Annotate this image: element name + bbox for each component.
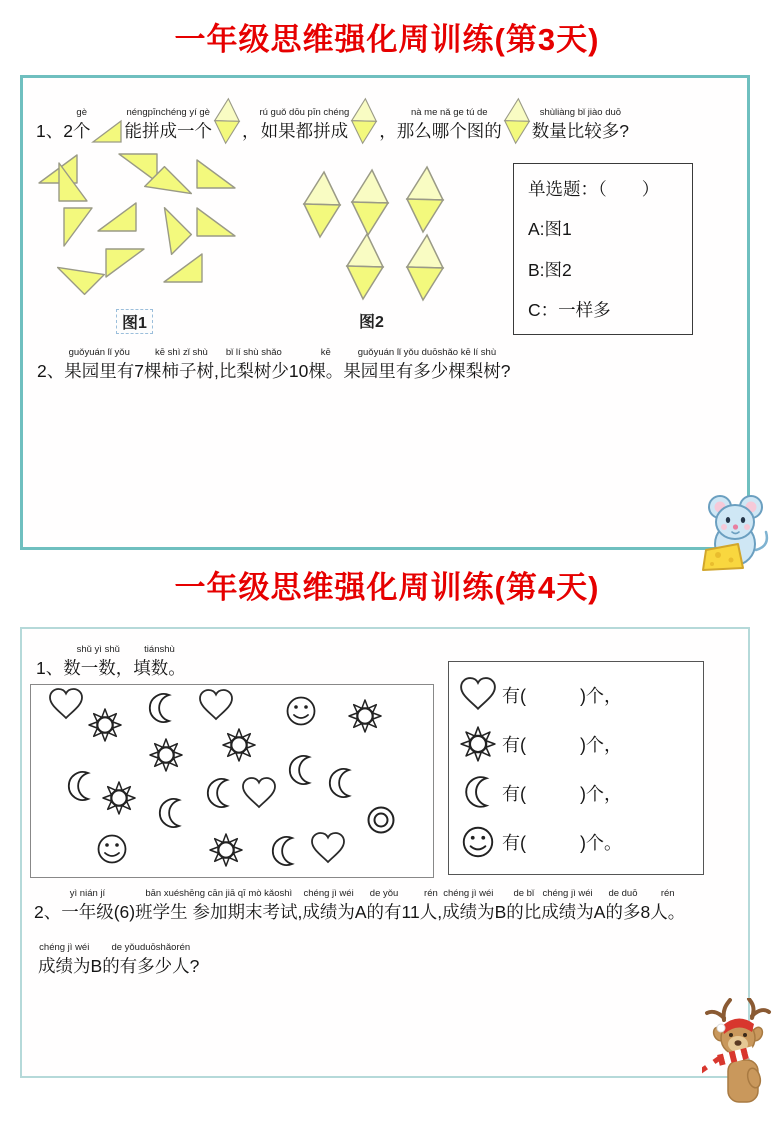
yellow-triangle (145, 208, 192, 255)
text-segment: chéng jì wéi 成绩为 (302, 888, 355, 922)
text-segment: de yǒuduōshǎorén 的有多少人? (102, 942, 200, 976)
choice-option-b: B:图2 (528, 259, 572, 280)
text-segment: 7 (134, 361, 144, 381)
day4-question1 (36, 643, 186, 681)
choice-option-a: A:图1 (528, 219, 572, 240)
count-row (459, 823, 693, 861)
yellow-triangle (64, 208, 92, 246)
text-segment: gè 个 (72, 107, 91, 141)
figure2-parallelograms (298, 166, 513, 316)
moon-shape (69, 772, 88, 800)
text-segment: tiánshù 填数。 (133, 644, 186, 678)
shapes-scatter-box (30, 684, 434, 878)
count-row (459, 774, 693, 812)
text-segment: guǒyuán lǐ yǒu 果园里有 (64, 347, 135, 381)
heart-shape (50, 689, 82, 718)
yellow-triangle (119, 154, 157, 182)
yellow-triangle (197, 208, 235, 236)
text-segment: 2、 (37, 361, 65, 381)
smiley-icon (459, 823, 497, 861)
text-segment: nà me nǎ ge tú de 那么哪个图的 (396, 107, 502, 141)
moon-shape (150, 694, 169, 722)
day4-question2-line2 (38, 941, 199, 979)
yellow-parallelogram (352, 170, 388, 235)
moon-shape (273, 837, 292, 865)
sun-shape (223, 729, 255, 761)
day4-question2-line1 (34, 887, 685, 925)
sun-shape (89, 709, 121, 741)
triangle-icon (92, 119, 122, 144)
yellow-parallelogram (304, 172, 340, 237)
moon-shape (330, 769, 349, 797)
sun-shape (103, 782, 135, 814)
day4-title: 一年级思维强化周训练(第4天) (174, 570, 600, 605)
day3-title: 一年级思维强化周训练(第3天) (174, 22, 600, 57)
sun-icon (459, 725, 497, 763)
yellow-parallelogram (407, 235, 443, 300)
yellow-triangle (164, 254, 202, 282)
text-segment: chéng jì wéi 成绩为 (541, 888, 594, 922)
text-segment: A (593, 902, 606, 922)
count-row-label: 有( )个， (502, 734, 622, 755)
text-segment: ， (241, 121, 260, 141)
reindeer-mascot-image (702, 998, 772, 1108)
text-segment: néngpīnchéng yí gè 能拼成一个 (124, 107, 212, 141)
parallelogram-icon (504, 98, 530, 144)
yellow-triangle (58, 248, 105, 295)
moon-icon (459, 774, 497, 812)
count-row-label: 有( )个， (502, 685, 622, 706)
text-segment: bǐ lí shù shǎo 比梨树少 (218, 347, 289, 381)
text-segment: de bǐ 的比 (506, 888, 542, 922)
parallelogram-icon (351, 98, 377, 144)
smiley-shape (99, 836, 126, 863)
text-segment: rén 人。 (650, 888, 686, 922)
yellow-triangle (98, 203, 136, 231)
text-segment: 10 (288, 361, 309, 381)
count-row (459, 676, 693, 714)
parallelogram-icon (214, 98, 240, 144)
moon-shape (160, 799, 179, 827)
text-segment: de duō 的多 (605, 888, 641, 922)
text-segment: bān xuéshēng cān jiā qī mò kǎoshì 班学生 参加期末考试, (135, 888, 303, 922)
heart-shape (312, 833, 344, 862)
sun-shape (150, 739, 182, 771)
moon-shape (290, 756, 309, 784)
text-segment: (6) (113, 902, 136, 922)
count-row (459, 725, 693, 763)
moon-shape (208, 779, 227, 807)
ring-shape (369, 808, 394, 833)
yellow-triangle (197, 160, 235, 188)
heart-icon (459, 676, 497, 714)
figure2-label: 图2 (359, 314, 384, 331)
count-box (448, 661, 704, 875)
count-row-label: 有( )个， (502, 783, 622, 804)
sun-shape (349, 700, 381, 732)
text-segment: guǒyuán lǐ yǒu duōshǎo kē lí shù 果园里有多少棵梨树? (343, 347, 511, 381)
text-segment: kē shì zǐ shù 棵柿子树, (143, 347, 219, 381)
yellow-parallelogram (407, 167, 443, 232)
text-segment: B (90, 956, 103, 976)
text-segment: chéng jì wéi 成绩为 (38, 942, 91, 976)
smiley-shape (288, 698, 315, 725)
text-segment: de yǒu 的有 (366, 888, 402, 922)
text-segment: rén 人, (419, 888, 443, 922)
text-segment: ， (379, 121, 397, 141)
figure1-scattered-triangles (35, 148, 300, 308)
text-segment: A (354, 902, 367, 922)
text-segment: 2、 (34, 902, 62, 922)
text-segment: rú guǒ dōu pīn chéng 如果都拼成 (259, 107, 350, 141)
text-segment: 11 (401, 902, 420, 922)
shapes-scatter (31, 685, 432, 876)
day4-panel (20, 627, 750, 1078)
yellow-triangle (106, 249, 144, 277)
day3-panel (20, 75, 750, 550)
text-segment: shùliàng bǐ jiào duō 数量比较多? (531, 107, 629, 141)
choice-option-c: C：一样多 (528, 299, 611, 320)
sun-shape (210, 834, 242, 866)
heart-shape (243, 778, 275, 807)
heart-shape (200, 690, 232, 719)
text-segment: 1、2 (36, 121, 73, 141)
choice-prompt: 单选题：（ ） (528, 179, 660, 199)
choice-box (513, 163, 693, 335)
text-segment: B (494, 902, 507, 922)
day3-question2 (37, 346, 511, 384)
text-segment: 1、 (36, 658, 64, 678)
mouse-mascot-image (698, 492, 772, 572)
text-segment: 8 (640, 902, 651, 922)
text-segment: yì nián jí 一年级 (61, 888, 114, 922)
text-segment: shǔ yì shǔ 数一数， (63, 644, 134, 678)
yellow-parallelogram (347, 234, 383, 299)
text-segment: chéng jì wéi 成绩为 (442, 888, 495, 922)
day3-question1 (36, 98, 629, 144)
count-row-label: 有( )个。 (502, 832, 622, 853)
figure1-label: 图1 (116, 309, 153, 334)
text-segment: kē 棵。 (308, 347, 344, 381)
